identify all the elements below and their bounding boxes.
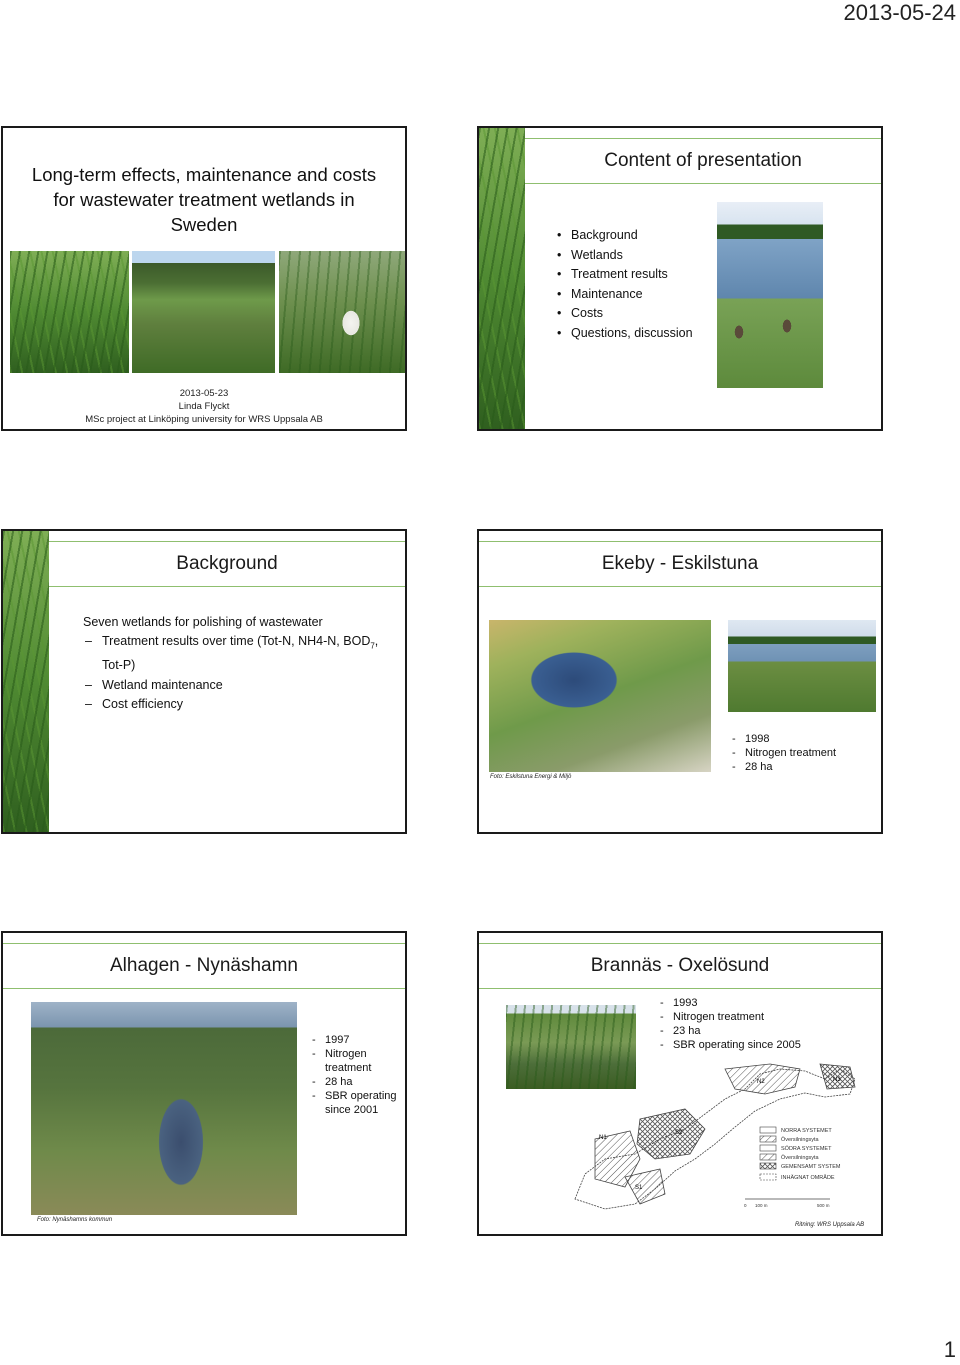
scale-label: 500 m	[817, 1203, 830, 1208]
list-item: - Nitrogen treatment	[731, 746, 836, 760]
slide-title-heading: Long-term effects, maintenance and costs for wastewater treatment wetlands in Sweden	[31, 164, 377, 235]
slide-alhagen	[1, 931, 407, 1236]
slide-heading: Content of presentation	[525, 138, 881, 184]
slide-heading: Alhagen - Nynäshamn	[3, 943, 405, 989]
slide-author: Linda Flyckt	[178, 401, 230, 412]
list-item: Seven wetlands for polishing of wastewater	[83, 615, 323, 629]
scale-label: 0	[744, 1203, 747, 1208]
wetland-photo	[728, 620, 876, 712]
slide-heading: Ekeby - Eskilstuna	[479, 541, 881, 587]
scale-label: 100 m	[755, 1203, 768, 1208]
list-item: - 23 ha	[659, 1024, 801, 1038]
reeds-photo	[10, 251, 129, 373]
list-item: - 28 ha	[311, 1075, 397, 1089]
swan-photo	[279, 251, 405, 373]
page-date: 2013-05-24	[843, 0, 956, 25]
map-label: N1	[599, 1135, 607, 1141]
facts-list	[311, 1033, 397, 1117]
legend-label: GEMENSAMT SYSTEM	[781, 1164, 841, 1170]
list-item: - 28 ha	[731, 760, 836, 774]
map-label: S1	[635, 1185, 643, 1191]
legend-label: Översilningsyta	[781, 1137, 819, 1143]
list-item: - Nitrogen treatment	[311, 1047, 397, 1075]
aerial-photo	[31, 1002, 297, 1215]
list-item: • Questions, discussion	[555, 324, 693, 344]
facts-list	[659, 996, 801, 1052]
slide-heading: Background	[49, 541, 405, 587]
slide-affiliation: MSc project at Linköping university for WRS Uppsala AB	[85, 414, 323, 425]
site-map	[565, 1059, 865, 1219]
list-item: - Nitrogen treatment	[659, 1010, 801, 1024]
list-item: • Maintenance	[555, 285, 693, 305]
geese-photo	[717, 202, 823, 388]
content-list	[555, 226, 693, 343]
map-credit: Ritning: WRS Uppsala AB	[795, 1222, 865, 1228]
map-label: N3	[833, 1077, 841, 1083]
slide-content	[477, 126, 883, 431]
list-item: – Cost efficiency	[85, 697, 184, 711]
list-item: - 1998	[731, 732, 836, 746]
facts-list	[731, 732, 836, 774]
page-number: 1	[943, 1337, 956, 1362]
background-sublist	[85, 632, 401, 715]
legend-label: SÖDRA SYSTEMET	[781, 1146, 832, 1152]
map-label: S2	[675, 1130, 683, 1136]
list-item: - 1993	[659, 996, 801, 1010]
list-item: - 1997	[311, 1033, 397, 1047]
legend-label: INHÄGNAT OMRÅDE	[781, 1175, 835, 1181]
aerial-photo	[489, 620, 711, 772]
background-list	[67, 613, 397, 633]
list-item: – Treatment results over time (Tot-N, NH4-N, $BOD_7$, Tot-P)	[85, 634, 379, 672]
slide-ekeby	[477, 529, 883, 834]
map-legend	[760, 1127, 841, 1181]
photo-credit: Foto: Nynäshamns kommun	[37, 1217, 113, 1223]
photo-credit: Foto: Eskilstuna Energi & Miljö	[490, 774, 572, 780]
map-scale	[744, 1199, 830, 1208]
slide-date: 2013-05-23	[179, 388, 229, 399]
list-item: • Wetlands	[555, 246, 693, 266]
slide-heading: Brannäs - Oxelösund	[479, 943, 881, 989]
slide-background	[1, 529, 407, 834]
legend-label: Översilningsyta	[781, 1155, 819, 1161]
map-zone-s2	[637, 1109, 705, 1159]
list-item: - SBR operating since 2005	[659, 1038, 801, 1052]
legend-label: NORRA SYSTEMET	[781, 1128, 832, 1134]
slide-brannas	[477, 931, 883, 1236]
list-item: – Wetland maintenance	[85, 677, 223, 692]
list-item: • Costs	[555, 304, 693, 324]
pond-photo	[132, 251, 275, 373]
list-item: • Background	[555, 226, 693, 246]
reed-strip	[479, 128, 525, 429]
list-item: • Treatment results	[555, 265, 693, 285]
map-label: N2	[757, 1079, 765, 1085]
reed-strip	[3, 531, 49, 832]
list-item: - SBR operating since 2001	[311, 1089, 397, 1117]
slide-title	[1, 126, 407, 431]
